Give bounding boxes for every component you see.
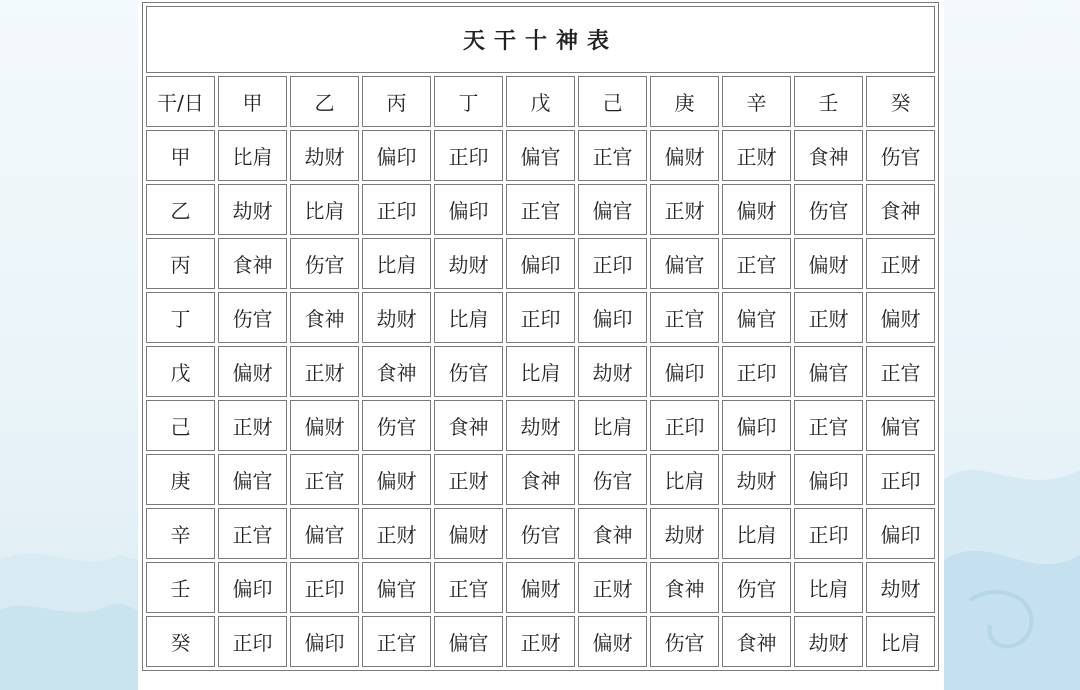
table-cell: 比肩	[434, 292, 503, 343]
header-row	[146, 76, 935, 127]
table-cell: 偏官	[362, 562, 431, 613]
table-cell: 正财	[362, 508, 431, 559]
table-cell: 劫财	[290, 130, 359, 181]
table-cell: 正财	[794, 292, 863, 343]
table-cell: 比肩	[290, 184, 359, 235]
table-cell: 偏印	[794, 454, 863, 505]
table-cell: 伤官	[794, 184, 863, 235]
table-cell: 比肩	[506, 346, 575, 397]
table-cell: 正官	[506, 184, 575, 235]
table-cell: 比肩	[218, 130, 287, 181]
table-cell: 偏财	[794, 238, 863, 289]
ten-gods-table	[142, 2, 939, 671]
table-cell: 偏印	[866, 508, 935, 559]
table-cell: 正官	[650, 292, 719, 343]
table-cell: 偏印	[290, 616, 359, 667]
table-cell: 食神	[650, 562, 719, 613]
table-row	[146, 454, 935, 505]
table-cell: 偏财	[866, 292, 935, 343]
table-cell: 劫财	[362, 292, 431, 343]
column-header: 癸	[866, 76, 935, 127]
table-cell: 伤官	[290, 238, 359, 289]
column-header: 辛	[722, 76, 791, 127]
table-cell: 比肩	[362, 238, 431, 289]
table-cell: 正官	[866, 346, 935, 397]
table-cell: 正财	[866, 238, 935, 289]
table-cell: 食神	[434, 400, 503, 451]
table-cell: 正财	[506, 616, 575, 667]
table-cell: 食神	[794, 130, 863, 181]
table-cell: 正官	[362, 616, 431, 667]
table-cell: 正官	[578, 130, 647, 181]
table-cell: 伤官	[866, 130, 935, 181]
table-cell: 食神	[722, 616, 791, 667]
table-cell: 食神	[362, 346, 431, 397]
table-row	[146, 346, 935, 397]
column-header: 丙	[362, 76, 431, 127]
table-cell: 正财	[578, 562, 647, 613]
table-cell: 正官	[794, 400, 863, 451]
table-cell: 伤官	[506, 508, 575, 559]
table-cell: 伤官	[218, 292, 287, 343]
table-cell: 偏财	[722, 184, 791, 235]
column-header: 己	[578, 76, 647, 127]
row-header: 丙	[146, 238, 215, 289]
column-header: 乙	[290, 76, 359, 127]
table-cell: 偏官	[650, 238, 719, 289]
table-cell: 偏印	[722, 400, 791, 451]
row-header: 戊	[146, 346, 215, 397]
table-cell: 偏财	[650, 130, 719, 181]
table-cell: 正财	[722, 130, 791, 181]
corner-header: 干/日	[146, 76, 215, 127]
table-cell: 偏印	[218, 562, 287, 613]
table-cell: 劫财	[578, 346, 647, 397]
table-cell: 劫财	[794, 616, 863, 667]
table-cell: 伤官	[434, 346, 503, 397]
column-header: 丁	[434, 76, 503, 127]
table-row	[146, 292, 935, 343]
table-cell: 劫财	[722, 454, 791, 505]
table-cell: 偏官	[578, 184, 647, 235]
table-cell: 偏财	[506, 562, 575, 613]
table-cell: 正印	[794, 508, 863, 559]
table-cell: 正印	[362, 184, 431, 235]
table-cell: 食神	[218, 238, 287, 289]
table-cell: 食神	[578, 508, 647, 559]
table-cell: 偏官	[218, 454, 287, 505]
table-cell: 正官	[434, 562, 503, 613]
table-cell: 比肩	[578, 400, 647, 451]
table-cell: 偏官	[794, 346, 863, 397]
table-title: 天干十神表	[146, 6, 935, 73]
row-header: 癸	[146, 616, 215, 667]
table-cell: 正财	[650, 184, 719, 235]
table-row	[146, 238, 935, 289]
table-cell: 伤官	[578, 454, 647, 505]
row-header: 己	[146, 400, 215, 451]
table-cell: 正财	[290, 346, 359, 397]
table-cell: 劫财	[866, 562, 935, 613]
table-cell: 偏官	[866, 400, 935, 451]
table-cell: 劫财	[218, 184, 287, 235]
table-row	[146, 616, 935, 667]
table-cell: 偏财	[578, 616, 647, 667]
row-header: 丁	[146, 292, 215, 343]
table-cell: 正印	[722, 346, 791, 397]
table-cell: 食神	[866, 184, 935, 235]
table-cell: 食神	[506, 454, 575, 505]
table-row	[146, 184, 935, 235]
table-row	[146, 400, 935, 451]
table-cell: 伤官	[722, 562, 791, 613]
table-row	[146, 562, 935, 613]
table-cell: 偏财	[362, 454, 431, 505]
table-cell: 偏官	[434, 616, 503, 667]
table-cell: 偏印	[434, 184, 503, 235]
table-cell: 偏官	[290, 508, 359, 559]
title-row	[146, 6, 935, 73]
table-cell: 正官	[722, 238, 791, 289]
table-cell: 食神	[290, 292, 359, 343]
table-cell: 正印	[290, 562, 359, 613]
table-cell: 伤官	[362, 400, 431, 451]
column-header: 戊	[506, 76, 575, 127]
table-cell: 正印	[650, 400, 719, 451]
table-cell: 偏印	[650, 346, 719, 397]
row-header: 辛	[146, 508, 215, 559]
column-header: 甲	[218, 76, 287, 127]
table-cell: 正印	[218, 616, 287, 667]
table-cell: 正印	[506, 292, 575, 343]
table-cell: 偏官	[722, 292, 791, 343]
table-cell: 正官	[290, 454, 359, 505]
table-cell: 偏财	[218, 346, 287, 397]
row-header: 壬	[146, 562, 215, 613]
table-cell: 正财	[434, 454, 503, 505]
row-header: 庚	[146, 454, 215, 505]
wave-shape-right-2	[944, 551, 1080, 690]
table-cell: 偏印	[362, 130, 431, 181]
row-header: 乙	[146, 184, 215, 235]
table-cell: 正印	[866, 454, 935, 505]
table-body	[146, 6, 935, 667]
column-header: 庚	[650, 76, 719, 127]
table-cell: 正官	[218, 508, 287, 559]
table-cell: 比肩	[722, 508, 791, 559]
table-cell: 偏印	[578, 292, 647, 343]
row-header: 甲	[146, 130, 215, 181]
table-cell: 比肩	[866, 616, 935, 667]
table-cell: 正财	[218, 400, 287, 451]
table-cell: 偏财	[290, 400, 359, 451]
table-cell: 比肩	[794, 562, 863, 613]
column-header: 壬	[794, 76, 863, 127]
table-row	[146, 130, 935, 181]
table-cell: 劫财	[506, 400, 575, 451]
table-cell: 偏官	[506, 130, 575, 181]
table-cell: 劫财	[434, 238, 503, 289]
table-cell: 伤官	[650, 616, 719, 667]
table-cell: 偏印	[506, 238, 575, 289]
table-row	[146, 508, 935, 559]
table-cell: 劫财	[650, 508, 719, 559]
table-cell: 偏财	[434, 508, 503, 559]
table-cell: 正印	[578, 238, 647, 289]
table-cell: 比肩	[650, 454, 719, 505]
table-cell: 正印	[434, 130, 503, 181]
wave-shape-left-2	[0, 604, 140, 690]
